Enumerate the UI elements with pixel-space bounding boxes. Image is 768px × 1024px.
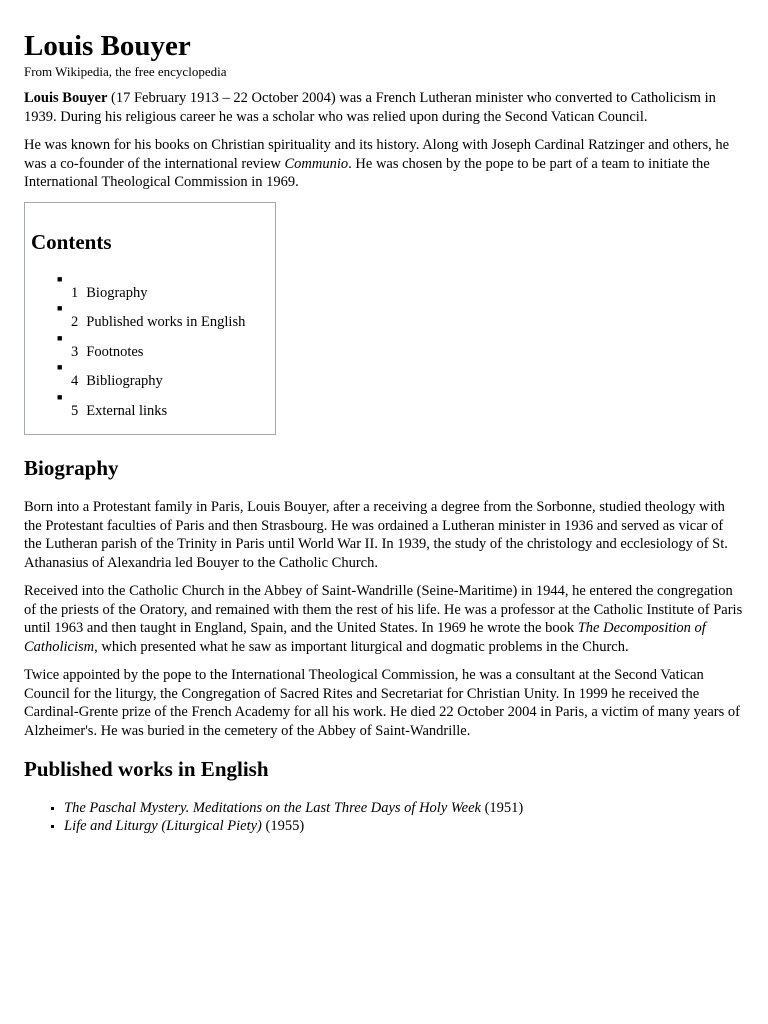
work-title: The Paschal Mystery. Meditations on the Last Three Days of Holy Week <box>64 800 481 816</box>
toc-number: 3 <box>71 343 79 360</box>
biography-paragraph-3: Twice appointed by the pope to the International Theological Commission, he was a consultant at the Second Vatican Council for the liturgy, the Congregation of Sacred Rites and Secretariat for Christian Unity. In 1999 he received the Cardinal-Grente prize of the French Academy for all his work. He died 22 October 2004 in Paris, a victim of many years of Alzheimer's. He was buried in the cemetery of the Abbey of Saint-Wandrille. <box>24 667 740 739</box>
toc-label: Published works in English <box>86 314 246 330</box>
biography-text-2a: Received into the Catholic Church in the Abbey of Saint-Wandrille (Seine-Maritime) in 1944, he entered the congregation of the priests of the Oratory, and remained with them the rest of his life. He was a professor at the Catholic Institute of Paris until 1963 and then taught in England, Spain, and the United States. In 1969 he wrote the book <box>24 583 743 636</box>
toc-heading: Contents <box>31 229 112 254</box>
toc-number: 5 <box>71 402 79 419</box>
work-year: (1951) <box>480 800 524 816</box>
bullet-icon: ■ <box>57 332 63 343</box>
table-of-contents <box>24 202 276 436</box>
toc-item-external-links <box>31 391 275 421</box>
list-item <box>64 817 744 835</box>
intro-text-1: (17 February 1913 – 22 October 2004) was a French Lutheran minister who converted to Catholicism in 1939. During his religious career he was a scholar who was relied upon during the Second Vatican Council. <box>24 90 716 125</box>
intro-text-2a: He was known for his books on Christian spirituality and its history. Along with Joseph Cardinal Ratzinger and others, he was a co-founder of the international review <box>24 137 730 172</box>
published-works-list <box>24 799 744 835</box>
toc-link-bibliography[interactable] <box>71 361 275 391</box>
toc-number: 2 <box>71 314 79 330</box>
toc-label: External links <box>86 402 168 419</box>
work-year: (1955) <box>261 818 305 834</box>
toc-label: Biography <box>86 284 148 301</box>
list-item <box>64 799 744 817</box>
toc-link-external-links[interactable] <box>71 391 275 421</box>
toc-label: Bibliography <box>86 373 163 389</box>
bullet-icon: ■ <box>57 391 63 402</box>
toc-list <box>31 273 275 421</box>
communio-title: Communio <box>284 155 349 172</box>
toc-label: Footnotes <box>86 343 144 360</box>
work-title: Life and Liturgy (Liturgical Piety) <box>64 818 262 834</box>
page-title: Louis Bouyer <box>24 30 191 62</box>
bullet-icon: ■ <box>57 303 63 313</box>
bullet-icon: ■ <box>57 273 63 284</box>
book-title: The Decomposition of Catholicism <box>24 620 706 655</box>
intro-paragraph-1 <box>24 89 744 126</box>
toc-link-published-works[interactable] <box>71 302 275 332</box>
tagline: From Wikipedia, the free encyclopedia <box>24 64 227 79</box>
toc-item-bibliography <box>31 361 275 391</box>
toc-item-footnotes <box>31 332 275 362</box>
toc-link-footnotes[interactable] <box>71 332 275 362</box>
toc-link-biography[interactable] <box>71 273 275 303</box>
intro-paragraph-2 <box>24 136 744 192</box>
biography-paragraph-1: Born into a Protestant family in Paris, Louis Bouyer, after a receiving a degree from the Sorbonne, studied theology with the Protestant faculties of Paris and then Strasbourg. He was ordained a Lutheran minister in 1936 and served as vicar of the Lutheran parish of the Trinity in Paris until World War II. In 1939, the study of the christology and ecclesiology of St. Athanasius of Alexandria led Bouyer to the Catholic Church. <box>24 499 728 571</box>
intro-text-2b: . He was chosen by the pope to be part of a team to initiate the International Theological Commission in 1969. <box>24 155 710 190</box>
toc-number: 4 <box>71 373 79 389</box>
subject-name: Louis Bouyer <box>24 90 108 106</box>
toc-number: 1 <box>71 284 79 301</box>
biography-paragraph-2 <box>24 582 744 656</box>
biography-text-2b: , which presented what he saw as important liturgical and dogmatic problems in the Church. <box>94 638 629 655</box>
published-works-heading: Published works in English <box>24 757 269 781</box>
toc-item-published-works <box>31 302 275 332</box>
biography-heading: Biography <box>24 456 119 480</box>
bullet-icon: ■ <box>57 362 63 372</box>
toc-item-biography <box>31 273 275 303</box>
